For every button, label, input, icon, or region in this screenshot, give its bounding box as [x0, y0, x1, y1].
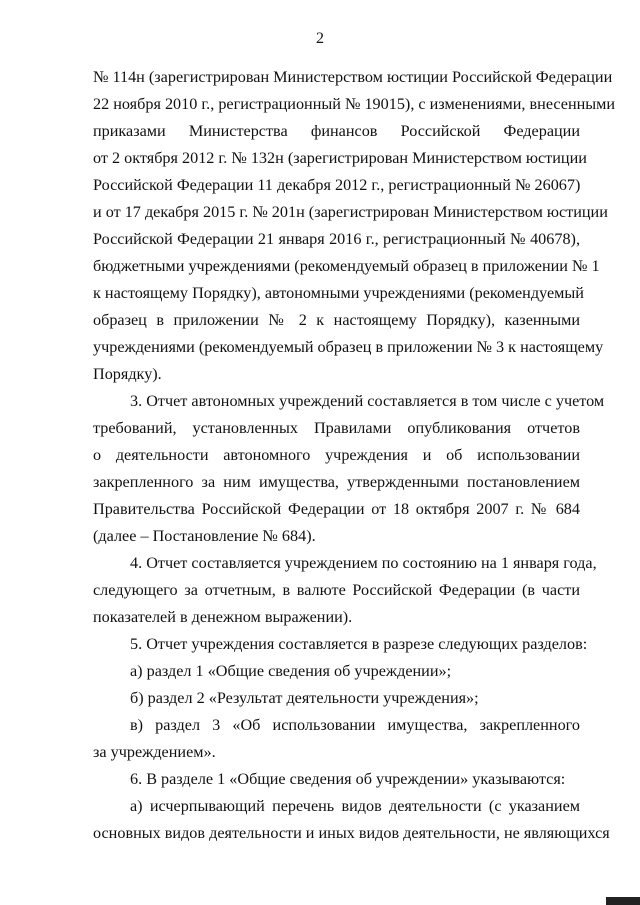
- page-number: 2: [316, 30, 324, 47]
- text-line: следующего за отчетным, в валюте Российской Федерации (в части: [93, 581, 580, 599]
- text-line: показателей в денежном выражении).: [93, 608, 353, 626]
- list-item-v: в) раздел 3 «Об использовании имущества, закрепленного: [130, 716, 580, 734]
- text-line: (далее – Постановление № 684).: [93, 527, 316, 545]
- text-line: Порядку).: [93, 365, 162, 383]
- text-line: бюджетными учреждениями (рекомендуемый образец в приложении № 1: [93, 257, 600, 275]
- text-line: образец в приложении № 2 к настоящему Порядку), казенными: [93, 311, 580, 329]
- paragraph-6-start: 6. В разделе 1 «Общие сведения об учреждении» указываются:: [130, 770, 566, 788]
- text-line: № 114н (зарегистрирован Министерством юстиции Российской Федерации: [93, 68, 613, 86]
- paragraph-5-start: 5. Отчет учреждения составляется в разрезе следующих разделов:: [130, 635, 588, 653]
- text-line: за учреждением».: [93, 743, 216, 761]
- text-line: и от 17 декабря 2015 г. № 201н (зарегистрирован Министерством юстиции: [93, 203, 608, 221]
- scan-edge-mark: [606, 897, 640, 905]
- text-line: о деятельности автономного учреждения и об использовании: [93, 446, 580, 464]
- text-line: Российской Федерации 21 января 2016 г., регистрационный № 40678),: [93, 230, 580, 248]
- text-line: приказами Министерства финансов Российской Федерации: [93, 122, 580, 140]
- list-item-a: а) раздел 1 «Общие сведения об учреждении»;: [130, 662, 452, 680]
- list-item-a: а) исчерпывающий перечень видов деятельности (с указанием: [130, 797, 580, 815]
- text-line: Российской Федерации 11 декабря 2012 г., регистрационный № 26067): [93, 176, 581, 194]
- text-line: основных видов деятельности и иных видов деятельности, не являющихся: [93, 824, 610, 842]
- text-line: требований, установленных Правилами опубликования отчетов: [93, 419, 580, 437]
- text-line: учреждениями (рекомендуемый образец в приложении № 3 к настоящему: [93, 338, 604, 356]
- list-item-b: б) раздел 2 «Результат деятельности учреждения»;: [130, 689, 479, 707]
- text-line: к настоящему Порядку), автономными учреждениями (рекомендуемый: [93, 284, 584, 302]
- paragraph-3-start: 3. Отчет автономных учреждений составляется в том числе с учетом: [130, 392, 605, 410]
- paragraph-4-start: 4. Отчет составляется учреждением по состоянию на 1 января года,: [130, 554, 597, 572]
- text-line: от 2 октября 2012 г. № 132н (зарегистрирован Министерством юстиции: [93, 149, 587, 167]
- text-line: 22 ноября 2010 г., регистрационный № 19015), с изменениями, внесенными: [93, 95, 616, 113]
- text-line: закрепленного за ним имущества, утвержденными постановлением: [93, 473, 580, 491]
- text-line: Правительства Российской Федерации от 18 октября 2007 г. № 684: [93, 500, 580, 518]
